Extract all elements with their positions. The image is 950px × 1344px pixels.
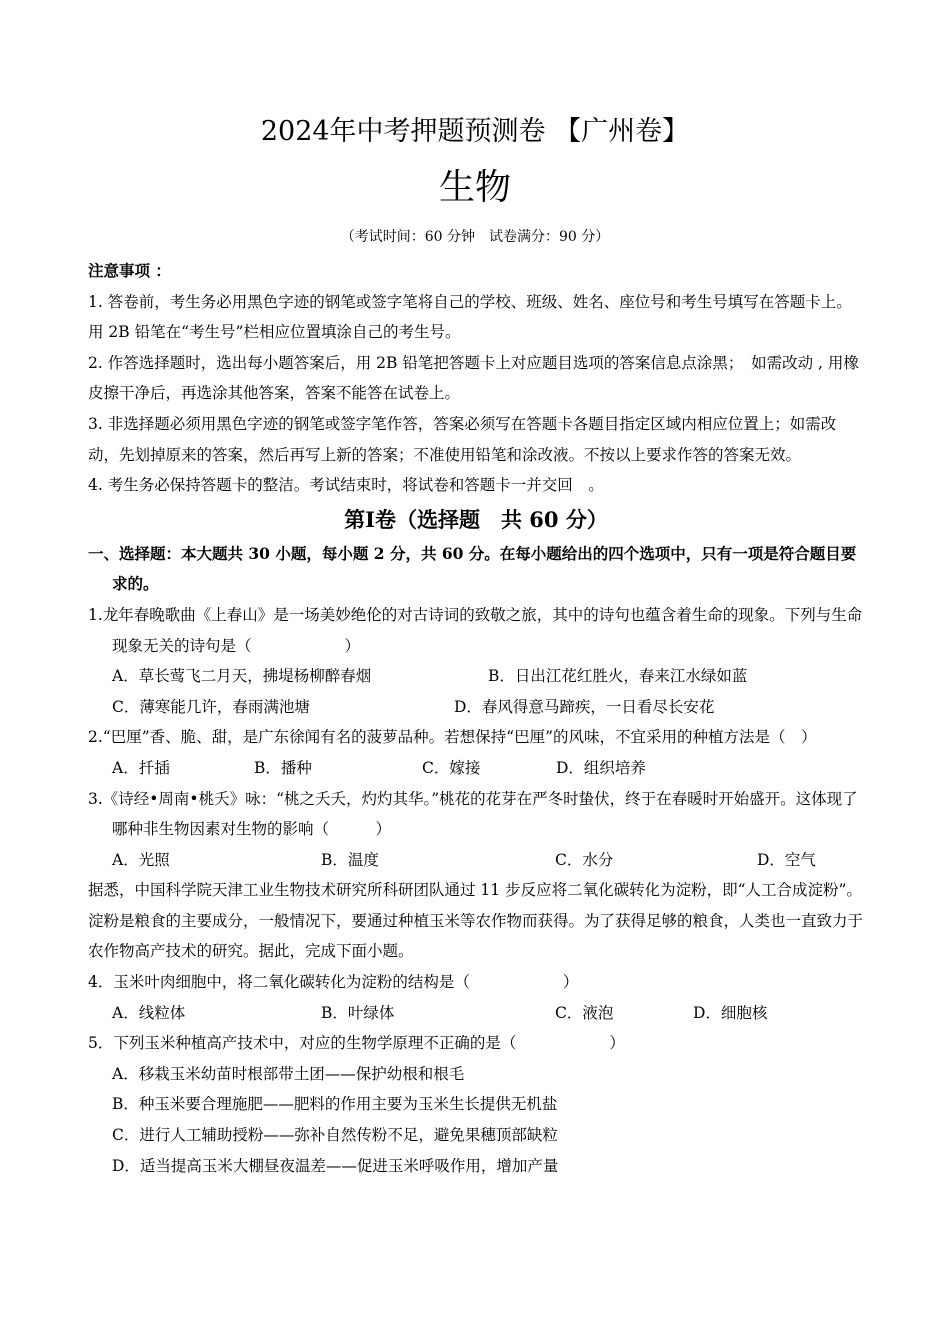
notice-item: 3. 非选择题必须用黑色字迹的钢笔或签字笔作答，答案必须写在答题卡各题目指定区域内相应位置上；如需改动，先划掉原来的答案，然后再写上新的答案；不准使用铅笔和涂改液。不按以上要求作答的答案无效。 bbox=[88, 414, 837, 464]
question-3-stem: 3.《诗经•周南•桃夭》咏：“桃之夭夭，灼灼其华。”桃花的花芽在严冬时蛰伏，终于在春暖时开始盛开。这体现了哪种非生物因素对生物的影响（ ） bbox=[88, 789, 858, 839]
question-2-option-a: A．扦插 bbox=[112, 758, 170, 777]
notice-item: 2. 作答选择题时，选出每小题答案后，用 2B 铅笔把答题卡上对应题目选项的答案信息点涂黑； 如需改动 , 用橡皮擦干净后，再选涂其他答案，答案不能答在试卷上。 bbox=[88, 353, 859, 403]
question-5-option-b: B．种玉米要合理施肥——肥料的作用主要为玉米生长提供无机盐 bbox=[112, 1095, 558, 1114]
question-3-option-b: B．温度 bbox=[321, 850, 379, 869]
question-1-option-c: C．薄寒能几许，春雨满池塘 bbox=[112, 697, 310, 716]
question-5-option-a: A．移栽玉米幼苗时根部带土团——保护幼根和根毛 bbox=[112, 1064, 465, 1083]
question-2-option-d: D．组织培养 bbox=[556, 758, 646, 777]
question-3-option-c: C．水分 bbox=[555, 850, 614, 869]
notice-item: 4. 考生务必保持答题卡的整洁。考试结束时，将试卷和答题卡一并交回 。 bbox=[88, 476, 604, 495]
question-2-stem: 2.“巴厘”香、脆、甜，是广东徐闻有名的菠萝品种。若想保持“巴厘”的风味，不宜采用的种植方法是（ ） bbox=[88, 728, 817, 747]
question-4-stem: 4．玉米叶肉细胞中，将二氧化碳转化为淀粉的结构是（ ） bbox=[88, 973, 579, 992]
exam-info: （考试时间：60 分钟 试卷满分：90 分） bbox=[340, 229, 610, 245]
question-2-option-c: C．嫁接 bbox=[422, 758, 481, 777]
question-2-options bbox=[88, 753, 864, 784]
question-5-stem: 5．下列玉米种植高产技术中，对应的生物学原理不正确的是（ ） bbox=[88, 1034, 625, 1053]
question-4-option-c: C．液泡 bbox=[555, 1003, 614, 1022]
question-1-option-d: D．春风得意马蹄疾，一日看尽长安花 bbox=[454, 697, 715, 716]
question-4-option-a: A．线粒体 bbox=[112, 1003, 186, 1022]
question-3-options bbox=[88, 845, 864, 876]
question-1-option-a: A．草长莺飞二月天，拂堤杨柳醉春烟 bbox=[112, 667, 372, 686]
question-2-option-b: B．播种 bbox=[254, 758, 312, 777]
question-1-options-row1 bbox=[88, 661, 864, 692]
question-5-option-d: D．适当提高玉米大棚昼夜温差——促进玉米呼吸作用，增加产量 bbox=[112, 1156, 559, 1175]
question-3-option-a: A．光照 bbox=[112, 850, 170, 869]
section-instruction: 一、选择题：本大题共 30 小题，每小题 2 分，共 60 分。在每小题给出的四个选项中，只有一项是符合题目要求的。 bbox=[88, 543, 857, 594]
reading-passage: 据悉，中国科学院天津工业生物技术研究所科研团队通过 11 步反应将二氧化碳转化为淀粉，即“人工合成淀粉”。淀粉是粮食的主要成分，一般情况下，要通过种植玉米等农作物而获得。为了获得足够的粮食，人类也一直致力于农作物高产技术的研究。据此，完成下面小题。 bbox=[88, 881, 864, 961]
question-1-stem: 1.龙年春晚歌曲《上春山》是一场美妙绝伦的对古诗词的致敬之旅，其中的诗句也蕴含着生命的现象。下列与生命现象无关的诗句是（ ） bbox=[88, 605, 863, 655]
notice-heading: 注意事项 ： bbox=[88, 261, 171, 280]
subject-title: 生物 bbox=[438, 167, 511, 208]
question-4-option-b: B．叶绿体 bbox=[321, 1003, 395, 1022]
exam-title: 2024年中考押题预测卷 【广州卷】 bbox=[260, 116, 690, 147]
question-4-option-d: D．细胞核 bbox=[693, 1003, 768, 1022]
exam-body bbox=[88, 256, 864, 1181]
question-5-option-c: C．进行人工辅助授粉——弥补自然传粉不足，避免果穗顶部缺粒 bbox=[112, 1126, 558, 1145]
question-3-option-d: D．空气 bbox=[757, 850, 816, 869]
question-4-options bbox=[88, 998, 864, 1029]
notice-item: 1. 答卷前，考生务必用黑色字迹的钢笔或签字笔将自己的学校、班级、姓名、座位号和考生号填写在答题卡上。用 2B 铅笔在“考生号”栏相应位置填涂自己的考生号。 bbox=[88, 292, 852, 342]
question-1-option-b: B．日出江花红胜火，春来江水绿如蓝 bbox=[488, 667, 748, 686]
question-1-options-row2 bbox=[88, 692, 864, 723]
section-title: 第Ⅰ卷（选择题 共 60 分） bbox=[344, 506, 608, 532]
